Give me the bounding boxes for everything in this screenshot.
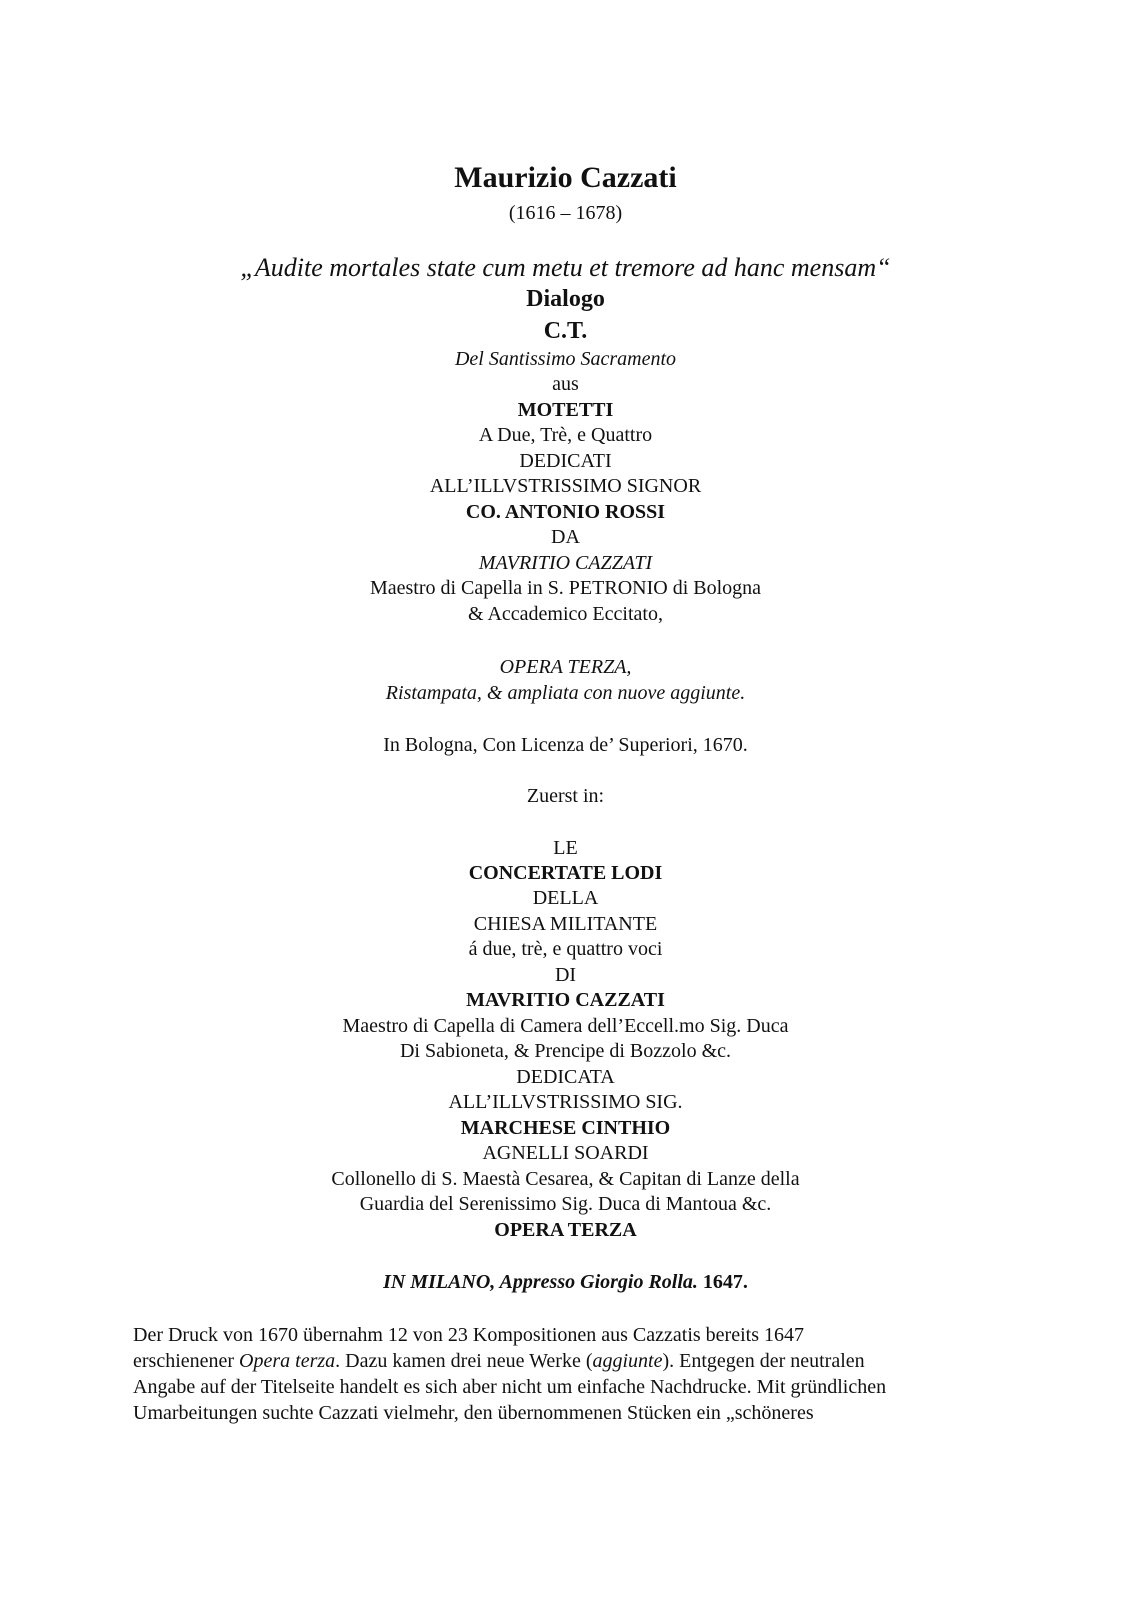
- occasion: Del Santissimo Sacramento: [454, 348, 677, 370]
- print1647-dedicatee1: MARCHESE CINTHIO: [460, 1117, 671, 1139]
- print1670-opus: OPERA TERZA,: [499, 656, 632, 678]
- paragraph-line-2-part-d: aggiunte: [592, 1350, 663, 1372]
- print1647-imprint-year: 1647.: [702, 1271, 748, 1293]
- print1670-dedicatee: CO. ANTONIO ROSSI: [465, 501, 666, 523]
- first-edition-label: Zuerst in:: [526, 785, 605, 807]
- print1647-imprint: [0, 1269, 1131, 1295]
- print1647-scoring: á due, trè, e quattro voci: [468, 938, 663, 960]
- print1670-title: MOTETTI: [517, 399, 614, 421]
- print1670-dedicatee-title: ALL’ILLVSTRISSIMO SIGNOR: [429, 475, 702, 497]
- print1647-title2: CHIESA MILITANTE: [473, 913, 658, 935]
- print1647-opus: OPERA TERZA: [494, 1219, 637, 1241]
- paragraph-line-2-part-e: ). Entgegen der neutralen: [662, 1350, 865, 1372]
- print1647-dedicatee2: AGNELLI SOARDI: [482, 1142, 649, 1164]
- print1647-dedicatee-pos1: Collonello di S. Maestà Cesarea, & Capitan di Lanze della: [331, 1168, 800, 1190]
- print1647-imprint-place: IN MILANO, Appresso Giorgio Rolla.: [383, 1271, 698, 1293]
- composer-name: Maurizio Cazzati: [454, 161, 677, 194]
- genre: Dialogo: [526, 286, 605, 312]
- print1647-position1: Maestro di Capella di Camera dell’Eccell.mo Sig. Duca: [342, 1015, 789, 1037]
- print1647-title: CONCERTATE LODI: [468, 862, 663, 884]
- paragraph-line-3: Angabe auf der Titelseite handelt es sich aber nicht um einfache Nachdrucke. Mit gründlichen: [133, 1376, 887, 1398]
- paragraph-line-2: [133, 1348, 1003, 1374]
- print1670-da: DA: [551, 526, 580, 548]
- print1647-position2: Di Sabioneta, & Prencipe di Bozzolo &c.: [399, 1040, 732, 1062]
- composer-dates: (1616 – 1678): [508, 202, 623, 224]
- print1670-scoring: A Due, Trè, e Quattro: [478, 424, 653, 446]
- paragraph-line-2-part-c: . Dazu kamen drei neue Werke (: [335, 1350, 593, 1372]
- print1670-dedicati: DEDICATI: [519, 450, 612, 472]
- body-paragraph: [133, 1322, 1003, 1426]
- paragraph-line-2-part-a: erschienener: [133, 1350, 240, 1372]
- paragraph-line-4: Umarbeitungen suchte Cazzati vielmehr, den übernommenen Stücken ein „schöneres: [133, 1402, 814, 1424]
- print1670-academy: & Accademico Eccitato,: [468, 603, 663, 625]
- print1647-dedicatee-pos2: Guardia del Serenissimo Sig. Duca di Mantoua &c.: [359, 1193, 772, 1215]
- voices: C.T.: [543, 318, 588, 344]
- aus-label: aus: [552, 373, 579, 395]
- paragraph-line-1: Der Druck von 1670 übernahm 12 von 23 Kompositionen aus Cazzatis bereits 1647: [133, 1324, 804, 1346]
- print1647-dedicata: DEDICATA: [516, 1066, 615, 1088]
- print1647-dedicatee-title: ALL’ILLVSTRISSIMO SIG.: [448, 1091, 683, 1113]
- print1647-della: DELLA: [532, 887, 599, 909]
- print1647-author: MAVRITIO CAZZATI: [466, 989, 665, 1011]
- paragraph-line-2-part-b: Opera terza: [239, 1350, 336, 1372]
- print1670-position: Maestro di Capella in S. PETRONIO di Bologna: [369, 577, 762, 599]
- print1670-author: MAVRITIO CAZZATI: [478, 552, 653, 574]
- print1647-le: LE: [553, 837, 578, 859]
- print1670-imprint: In Bologna, Con Licenza de’ Superiori, 1670.: [383, 734, 748, 756]
- print1670-reprint-note: Ristampata, & ampliata con nuove aggiunte.: [385, 682, 746, 704]
- incipit: „Audite mortales state cum metu et tremore ad hanc mensam“: [240, 253, 891, 282]
- print1647-di: DI: [554, 964, 577, 986]
